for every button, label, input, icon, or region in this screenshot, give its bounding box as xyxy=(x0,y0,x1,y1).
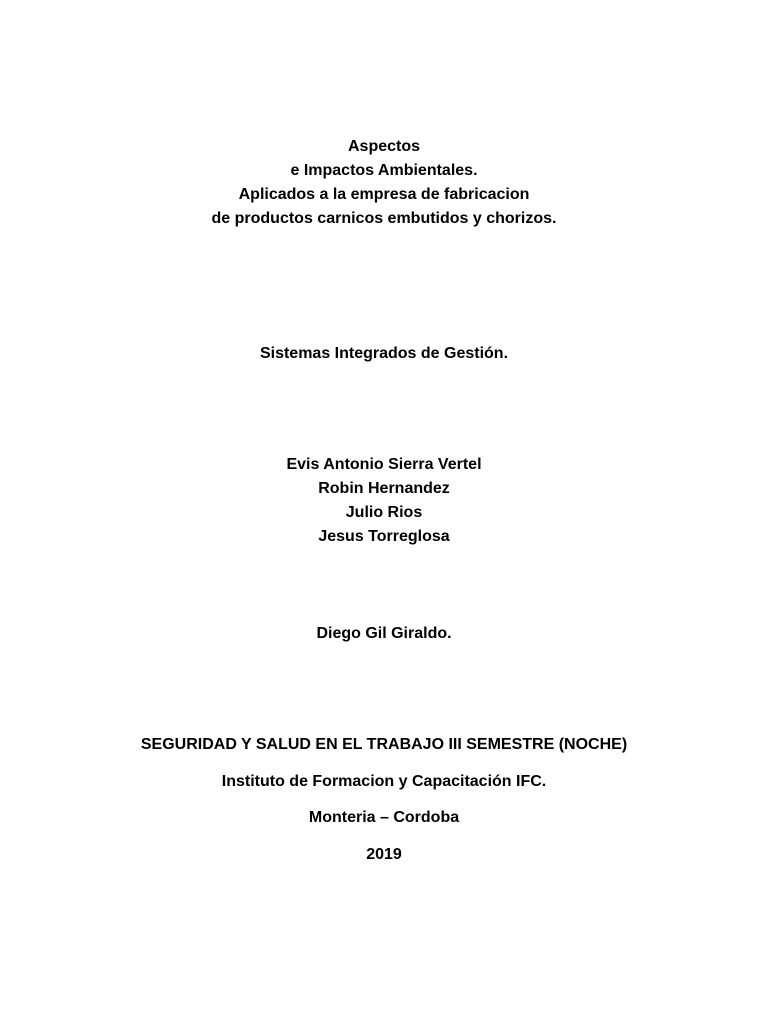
title-line-3: Aplicados a la empresa de fabricacion xyxy=(238,186,530,203)
year: 2019 xyxy=(366,846,402,863)
author-name: Robin Hernandez xyxy=(318,480,450,497)
author-name: Evis Antonio Sierra Vertel xyxy=(286,456,482,473)
location: Monteria – Cordoba xyxy=(308,809,460,826)
institution-name: Instituto de Formacion y Capacitación IFC. xyxy=(221,773,547,790)
author-name: Jesus Torreglosa xyxy=(318,528,450,545)
title-line-4: de productos carnicos embutidos y chorizos. xyxy=(211,210,557,227)
program-name: SEGURIDAD Y SALUD EN EL TRABAJO III SEMESTRE (NOCHE) xyxy=(140,736,628,753)
author-name: Julio Rios xyxy=(345,504,423,521)
instructor-name: Diego Gil Giraldo. xyxy=(316,625,452,642)
subject-title: Sistemas Integrados de Gestión. xyxy=(259,345,509,362)
title-line-1: Aspectos xyxy=(347,138,421,155)
title-line-2: e Impactos Ambientales. xyxy=(290,162,478,179)
